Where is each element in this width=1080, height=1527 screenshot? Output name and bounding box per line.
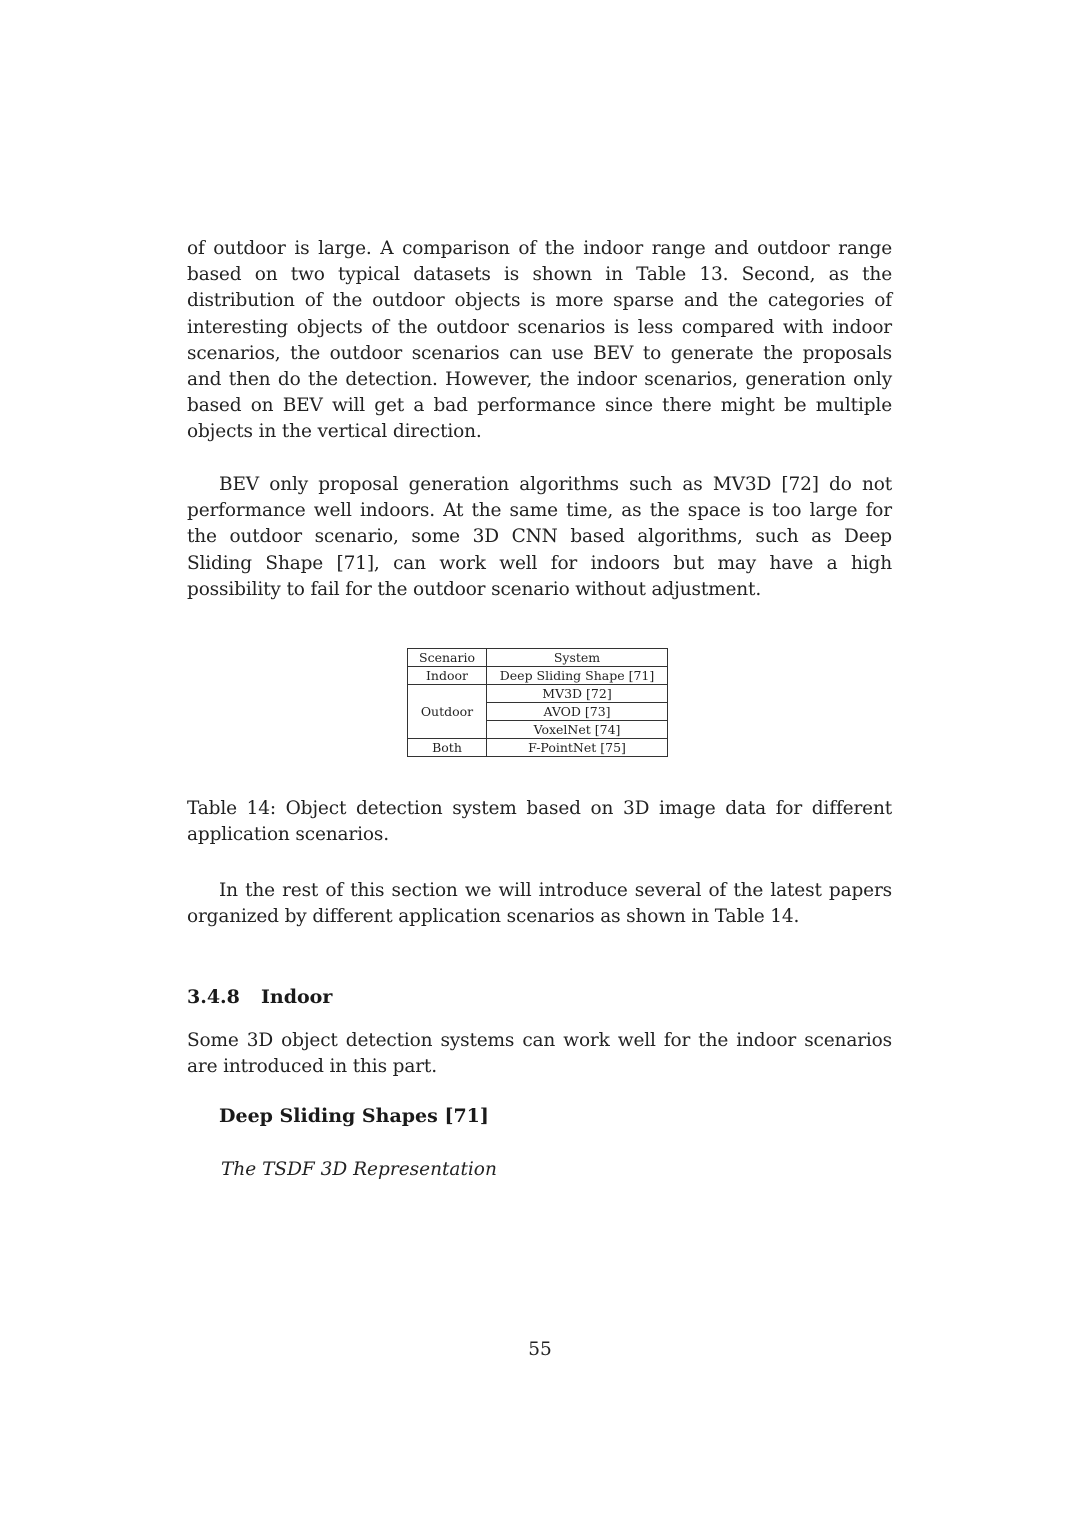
table-header-scenario: Scenario [408,649,487,667]
table-row [408,739,668,757]
system-table-wrapper [407,648,668,757]
subsubsection-heading: The TSDF 3D Representation [221,1159,497,1180]
subsection-heading: Deep Sliding Shapes [71] [219,1105,489,1127]
table-cell-system: VoxelNet [74] [487,721,668,739]
section-title: Indoor [261,986,333,1008]
section-heading [187,986,332,1008]
body-paragraph: In the rest of this section we will introduce several of the latest papers organized by different application scenarios as shown in Table 14. [187,880,892,928]
body-paragraph: BEV only proposal generation algorithms such as MV3D [72] do not performance well indoors. At the same time, as the space is too large for the outdoor scenario, some 3D CNN based algorithms, such as Deep Sliding Shape [71], can work well for indoors but may have a high possibility to fail for the outdoor scenario without adjustment. [187,474,892,600]
table-cell-system: MV3D [72] [487,685,668,703]
table-header-row [408,649,668,667]
system-table [407,648,668,757]
table-row [408,685,668,703]
section-number: 3.4.8 [187,986,240,1008]
page-number: 55 [528,1339,552,1360]
table-cell-scenario: Indoor [408,667,487,685]
body-paragraph: of outdoor is large. A comparison of the indoor range and outdoor range based on two typical datasets is shown in Table 13. Second, as the distribution of the outdoor objects is more sparse and the categories of interesting objects of the outdoor scenarios is less compared with indoor scenarios, the outdoor scenarios can use BEV to generate the proposals and then do the detection. However, the indoor scenarios, generation only based on BEV will get a bad performance since there might be multiple objects in the vertical direction. [187,238,892,443]
table-cell-system: Deep Sliding Shape [71] [487,667,668,685]
table-header-system: System [487,649,668,667]
table-cell-system: AVOD [73] [487,703,668,721]
body-paragraph: Some 3D object detection systems can work well for the indoor scenarios are introduced in this part. [187,1030,892,1078]
table-caption: Table 14: Object detection system based on 3D image data for different application scenarios. [187,798,892,846]
table-cell-scenario: Both [408,739,487,757]
table-cell-scenario: Outdoor [408,685,487,739]
table-cell-system: F-PointNet [75] [487,739,668,757]
table-row [408,667,668,685]
